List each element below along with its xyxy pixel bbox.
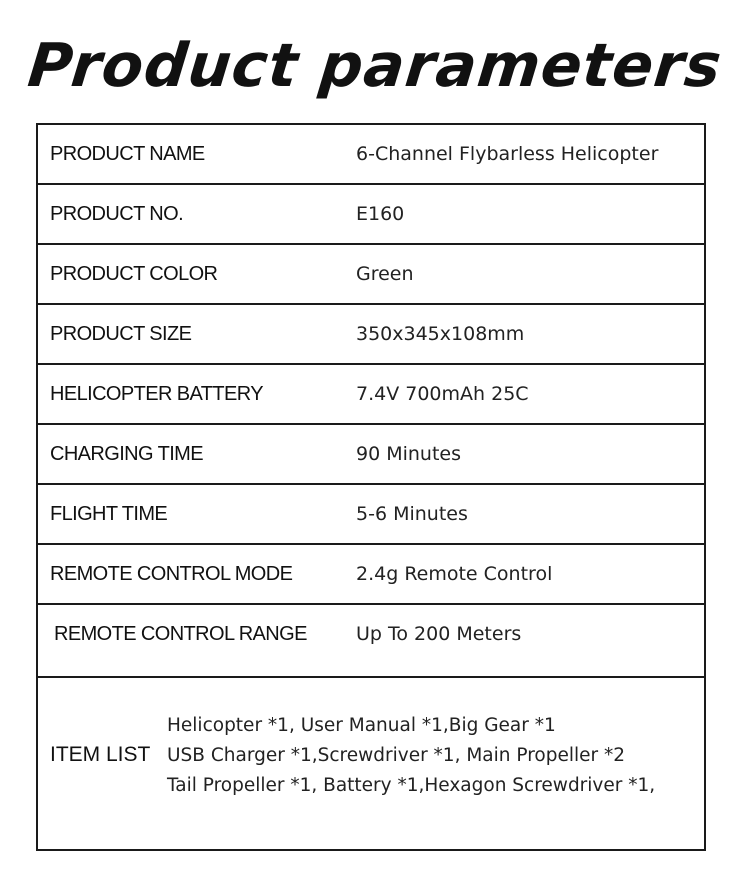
table-row bbox=[38, 185, 704, 245]
param-label-product-color: PRODUCT COLOR bbox=[50, 263, 218, 285]
param-label-product-name: PRODUCT NAME bbox=[50, 143, 205, 165]
item-list-label: ITEM LIST bbox=[50, 743, 151, 766]
item-list-line: USB Charger *1,Screwdriver *1, Main Propeller *2 bbox=[167, 745, 626, 766]
param-value-charging-time: 90 Minutes bbox=[356, 443, 462, 465]
item-list-line: Helicopter *1, User Manual *1,Big Gear *1 bbox=[167, 715, 556, 736]
param-label-product-no: PRODUCT NO. bbox=[50, 203, 184, 225]
param-label-flight-time: FLIGHT TIME bbox=[50, 503, 168, 525]
param-value-product-name: 6-Channel Flybarless Helicopter bbox=[356, 143, 659, 165]
param-value-product-color: Green bbox=[356, 263, 414, 285]
table-row bbox=[38, 305, 704, 365]
table-row bbox=[38, 485, 704, 545]
table-row bbox=[38, 125, 704, 185]
parameters-table bbox=[36, 123, 706, 851]
table-row bbox=[38, 245, 704, 305]
item-list-contents bbox=[167, 711, 655, 801]
param-value-product-no: E160 bbox=[356, 203, 405, 225]
table-row bbox=[38, 605, 704, 678]
param-label-charging-time: CHARGING TIME bbox=[50, 443, 203, 465]
param-value-remote-control-mode: 2.4g Remote Control bbox=[356, 563, 553, 585]
table-row bbox=[38, 425, 704, 485]
param-value-remote-control-range: Up To 200 Meters bbox=[356, 623, 522, 645]
param-value-helicopter-battery: 7.4V 700mAh 25C bbox=[356, 383, 529, 405]
param-value-product-size: 350x345x108mm bbox=[356, 323, 525, 345]
item-list-row bbox=[38, 678, 704, 851]
param-label-remote-control-mode: REMOTE CONTROL MODE bbox=[50, 563, 293, 585]
table-row bbox=[38, 545, 704, 605]
item-list-line: Tail Propeller *1, Battery *1,Hexagon Screwdriver *1, bbox=[167, 775, 656, 796]
page-title: Product parameters bbox=[24, 31, 726, 101]
table-row bbox=[38, 365, 704, 425]
param-value-flight-time: 5-6 Minutes bbox=[356, 503, 468, 525]
param-label-remote-control-range: REMOTE CONTROL RANGE bbox=[54, 623, 307, 645]
param-label-product-size: PRODUCT SIZE bbox=[50, 323, 192, 345]
param-label-helicopter-battery: HELICOPTER BATTERY bbox=[50, 383, 263, 405]
